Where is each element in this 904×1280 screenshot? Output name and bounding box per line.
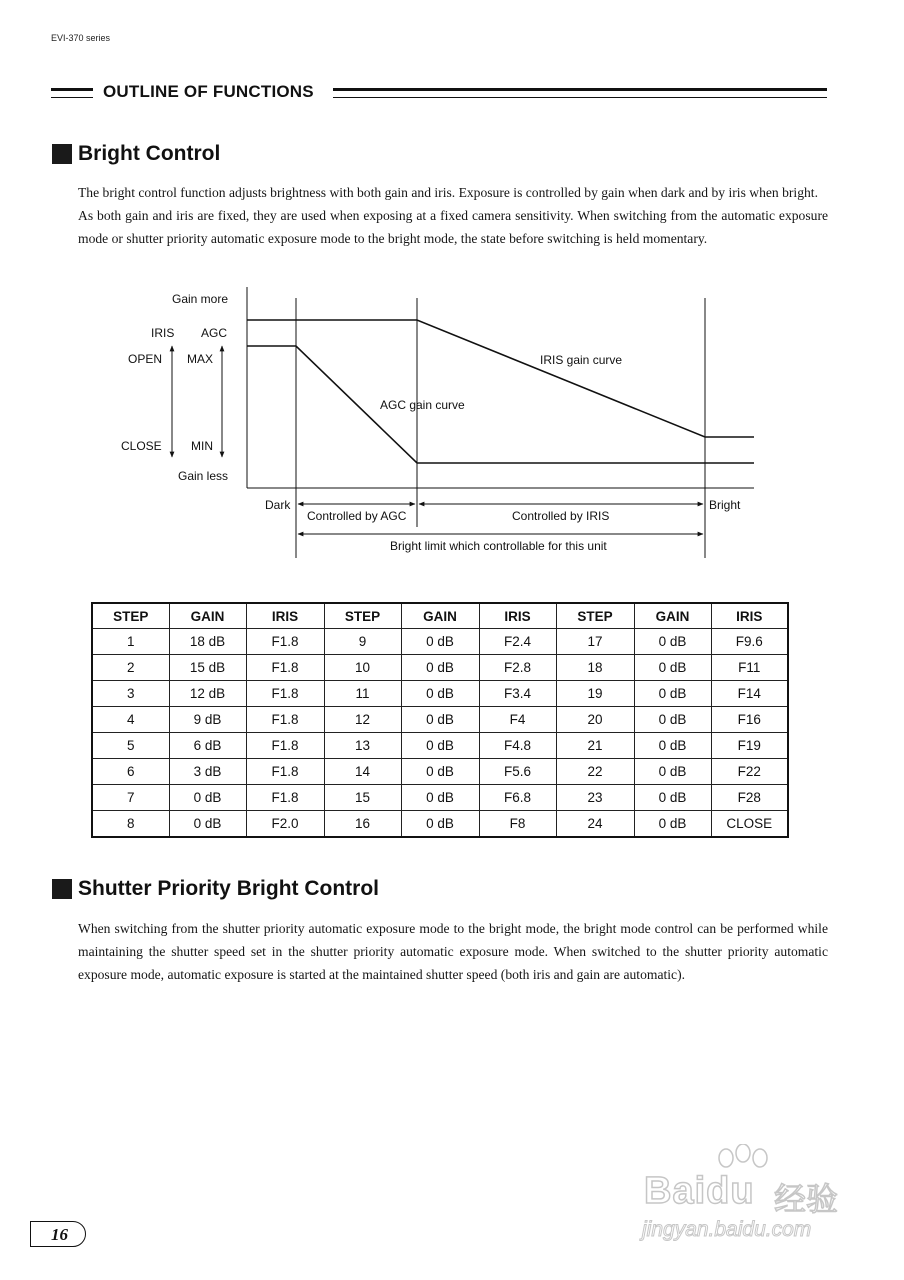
table-cell: 14 <box>324 759 401 785</box>
step-gain-iris-table <box>91 602 789 838</box>
heading-square-icon <box>52 144 72 164</box>
table-cell: F8 <box>479 811 556 838</box>
table-cell: 0 dB <box>401 707 479 733</box>
bright-control-diagram <box>0 280 904 570</box>
table-cell: 0 dB <box>401 655 479 681</box>
table-cell: 3 <box>92 681 169 707</box>
table-cell: F3.4 <box>479 681 556 707</box>
table-cell: 0 dB <box>634 785 711 811</box>
table-header-cell: IRIS <box>246 603 324 629</box>
label-gain-more: Gain more <box>172 292 229 306</box>
label-open: OPEN <box>128 352 163 366</box>
table-cell: 0 dB <box>401 681 479 707</box>
table-cell: 19 <box>556 681 634 707</box>
label-controlled-by-iris: Controlled by IRIS <box>512 509 610 523</box>
table-cell: 0 dB <box>169 811 246 838</box>
table-cell: 9 <box>324 629 401 655</box>
table-row <box>92 681 788 707</box>
table-cell: 23 <box>556 785 634 811</box>
table-cell: F19 <box>711 733 788 759</box>
table-header-cell: IRIS <box>711 603 788 629</box>
table-cell: 4 <box>92 707 169 733</box>
table-cell: 16 <box>324 811 401 838</box>
bright-control-description <box>78 181 828 250</box>
table-cell: F9.6 <box>711 629 788 655</box>
label-bright-limit: Bright limit which controllable for this unit <box>390 539 607 553</box>
label-controlled-by-agc: Controlled by AGC <box>307 509 407 523</box>
table-cell: 5 <box>92 733 169 759</box>
bright-control-para-1: The bright control function adjusts brightness with both gain and iris. Exposure is controlled by gain when dark and by iris when bright. <box>78 185 818 200</box>
table-header-cell: GAIN <box>401 603 479 629</box>
table-cell: 24 <box>556 811 634 838</box>
section-header <box>51 82 827 104</box>
table-row <box>92 733 788 759</box>
header-rule-left <box>51 88 93 98</box>
heading-square-icon <box>52 879 72 899</box>
table-cell: CLOSE <box>711 811 788 838</box>
table-cell: F1.8 <box>246 733 324 759</box>
table-cell: 0 dB <box>634 707 711 733</box>
table-cell: 22 <box>556 759 634 785</box>
bright-control-heading <box>52 142 220 166</box>
label-iris-curve: IRIS gain curve <box>540 353 623 367</box>
table-cell: 10 <box>324 655 401 681</box>
table-header-cell: STEP <box>92 603 169 629</box>
watermark-brand: Baidu <box>644 1170 755 1212</box>
iris-gain-curve <box>247 320 754 437</box>
table-row <box>92 811 788 838</box>
table-cell: F5.6 <box>479 759 556 785</box>
table-cell: F1.8 <box>246 785 324 811</box>
table-row <box>92 759 788 785</box>
table-cell: 0 dB <box>634 733 711 759</box>
table-cell: 17 <box>556 629 634 655</box>
label-iris: IRIS <box>151 326 175 340</box>
table-cell: 0 dB <box>401 629 479 655</box>
table-cell: F4 <box>479 707 556 733</box>
table-cell: 0 dB <box>401 733 479 759</box>
table-body <box>92 629 788 838</box>
shutter-priority-heading-text: Shutter Priority Bright Control <box>78 877 379 900</box>
table-row <box>92 707 788 733</box>
table-cell: 0 dB <box>401 811 479 838</box>
table-cell: 12 dB <box>169 681 246 707</box>
table-header-row <box>92 603 788 629</box>
label-dark: Dark <box>265 498 291 512</box>
table-cell: F1.8 <box>246 681 324 707</box>
label-agc: AGC <box>201 326 228 340</box>
table-cell: 8 <box>92 811 169 838</box>
table-header-cell: IRIS <box>479 603 556 629</box>
label-max: MAX <box>187 352 214 366</box>
watermark-brand-cn: 经验 <box>774 1181 839 1217</box>
agc-gain-curve <box>247 346 754 463</box>
table-cell: 20 <box>556 707 634 733</box>
table-cell: 0 dB <box>401 759 479 785</box>
bright-control-para-2: As both gain and iris are fixed, they are used when exposing at a fixed camera sensitivity. When switching from the automatic exposure mode or shutter priority automatic exposure mode to the bright mode, the state before switching is held momentary. <box>78 208 828 246</box>
table-cell: 21 <box>556 733 634 759</box>
table-cell: F16 <box>711 707 788 733</box>
table-cell: 0 dB <box>634 759 711 785</box>
label-agc-curve: AGC gain curve <box>380 398 465 412</box>
table-cell: 0 dB <box>634 655 711 681</box>
table-cell: 18 <box>556 655 634 681</box>
table-cell: 6 dB <box>169 733 246 759</box>
table-header-cell: GAIN <box>634 603 711 629</box>
label-close: CLOSE <box>121 439 162 453</box>
table-cell: 1 <box>92 629 169 655</box>
table-cell: F4.8 <box>479 733 556 759</box>
watermark-url: jingyan.baidu.com <box>642 1218 812 1241</box>
bright-control-heading-text: Bright Control <box>78 142 221 165</box>
table-header-cell: GAIN <box>169 603 246 629</box>
table-cell: F1.8 <box>246 707 324 733</box>
header-series-label: EVI-370 series <box>51 33 111 43</box>
table-row <box>92 629 788 655</box>
table-cell: 15 <box>324 785 401 811</box>
page-number: 16 <box>30 1221 86 1247</box>
table-cell: F1.8 <box>246 629 324 655</box>
table-cell: F14 <box>711 681 788 707</box>
shutter-priority-para: When switching from the shutter priority automatic exposure mode to the bright mode, the bright mode control can be performed while maintaining the shutter speed set in the shutter priority automatic exposure mode. When switched to the shutter priority automatic exposure mode, automatic exposure is started at the maintained shutter speed (both iris and gain are automatic). <box>78 921 828 982</box>
table-cell: F1.8 <box>246 759 324 785</box>
table-cell: 6 <box>92 759 169 785</box>
table-cell: 11 <box>324 681 401 707</box>
section-title: OUTLINE OF FUNCTIONS <box>103 82 314 101</box>
table-cell: F28 <box>711 785 788 811</box>
table-cell: 0 dB <box>169 785 246 811</box>
table-row <box>92 785 788 811</box>
label-gain-less: Gain less <box>178 469 229 483</box>
table-cell: F2.8 <box>479 655 556 681</box>
table-cell: F1.8 <box>246 655 324 681</box>
table-header-cell: STEP <box>556 603 634 629</box>
table-cell: 0 dB <box>634 629 711 655</box>
table-cell: 0 dB <box>401 785 479 811</box>
table-header-cell: STEP <box>324 603 401 629</box>
label-min: MIN <box>191 439 213 453</box>
table-cell: 9 dB <box>169 707 246 733</box>
shutter-priority-description <box>78 917 828 986</box>
table-cell: 2 <box>92 655 169 681</box>
table-cell: 13 <box>324 733 401 759</box>
table-cell: 0 dB <box>634 681 711 707</box>
table-cell: 15 dB <box>169 655 246 681</box>
table-cell: 7 <box>92 785 169 811</box>
table-cell: 18 dB <box>169 629 246 655</box>
header-rule-right <box>333 88 827 98</box>
baidu-watermark <box>638 1142 848 1252</box>
table-row <box>92 655 788 681</box>
table-cell: 12 <box>324 707 401 733</box>
table-cell: F22 <box>711 759 788 785</box>
table-cell: 0 dB <box>634 811 711 838</box>
table-cell: F11 <box>711 655 788 681</box>
table-cell: F2.0 <box>246 811 324 838</box>
shutter-priority-heading <box>52 877 379 901</box>
table-cell: F6.8 <box>479 785 556 811</box>
label-bright: Bright <box>709 498 741 512</box>
table-cell: F2.4 <box>479 629 556 655</box>
table-cell: 3 dB <box>169 759 246 785</box>
